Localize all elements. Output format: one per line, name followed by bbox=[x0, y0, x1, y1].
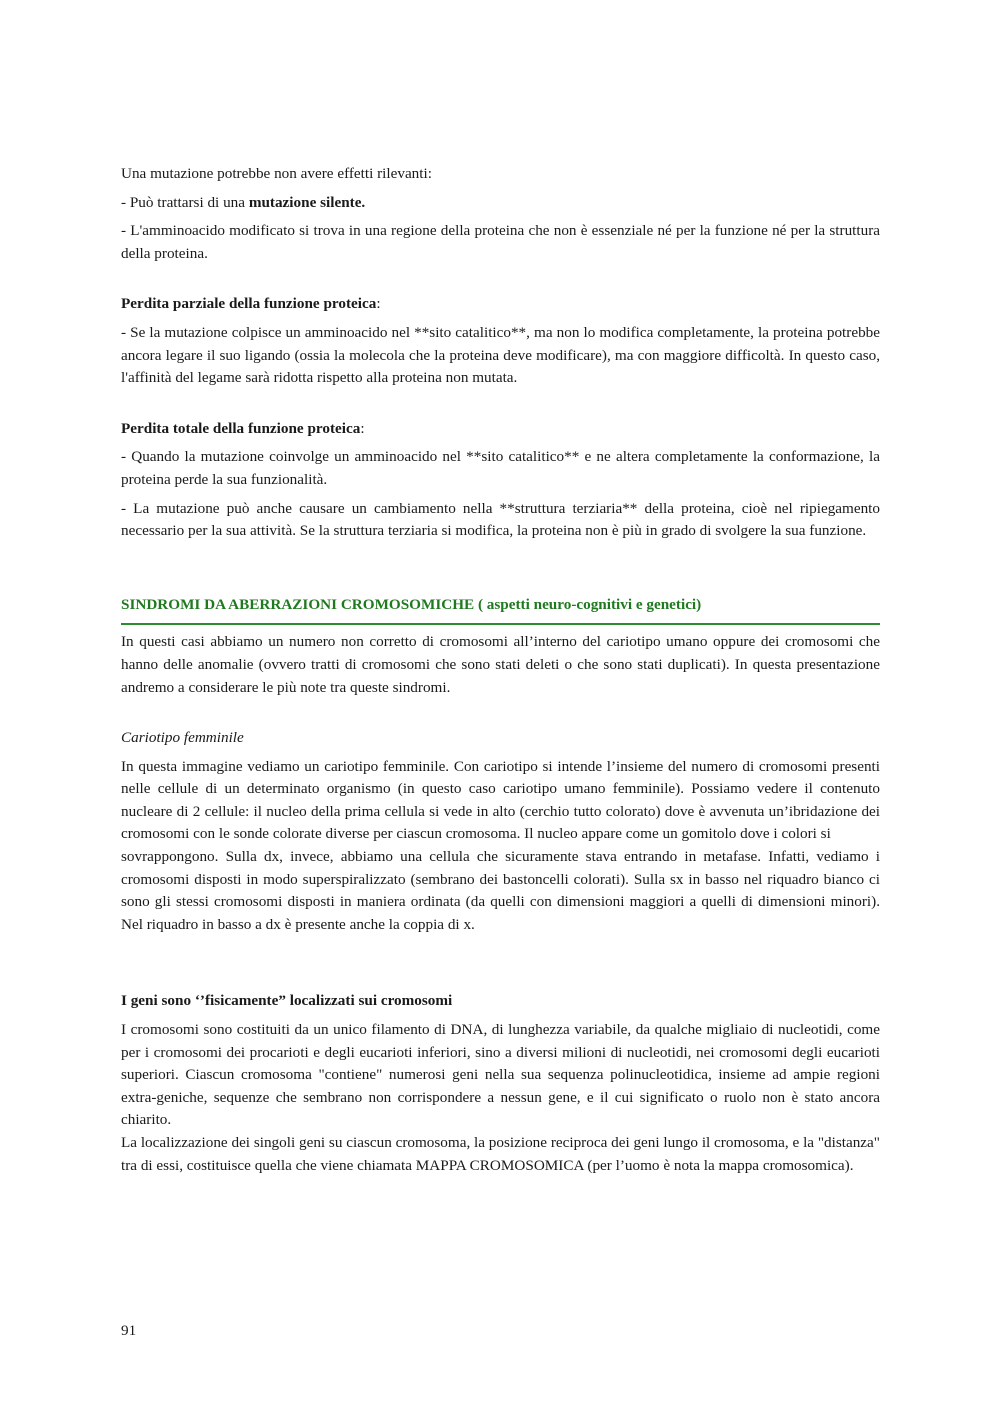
sindromi-text: In questi casi abbiamo un numero non corretto di cromosomi all’interno del cariotipo umano oppure dei cromosomi che hanno delle anomalie (ovvero tratti di cromosomi che sono stati deleti o che sono stati duplicati). In questa presentazione andremo a considerare le più note tra queste sindromi. bbox=[121, 633, 880, 696]
perdita-totale-heading-text: Perdita totale della funzione proteica bbox=[121, 419, 361, 437]
mutazione-item-silente-text: - Può trattarsi di una bbox=[121, 193, 249, 211]
perdita-parziale-heading-text: Perdita parziale della funzione proteica bbox=[121, 295, 377, 313]
geni-text-2: La localizzazione dei singoli geni su ciascun cromosoma, la posizione reciproca dei geni lungo il cromosoma, e la "distanza" tra di essi, costituisce quella che viene chiamata MAPPA CROMOSOMICA (per l’uomo è nota la mappa cromosomica). bbox=[121, 1134, 880, 1174]
mutazione-item-silente bbox=[121, 192, 880, 215]
perdita-parziale-text: - Se la mutazione colpisce un amminoacido nel **sito catalitico**, ma non lo modifica completamente, la proteina potrebbe ancora legare il suo ligando (ossia la molecola che la proteina deve modificare), ma con maggiore difficoltà. In questo caso, l'affinità del legame sarà ridotta rispetto alla proteina non mutata. bbox=[121, 323, 880, 387]
mutazione-intro: Una mutazione potrebbe non avere effetti rilevanti: bbox=[121, 165, 432, 182]
sindromi-title-text: SINDROMI DA ABERRAZIONI CROMOSOMICHE ( aspetti neuro-cognitivi e genetici) bbox=[121, 595, 702, 613]
perdita-parziale-heading bbox=[121, 293, 880, 316]
page-number: 91 bbox=[121, 1322, 137, 1339]
mutazione-item-regione: - L'amminoacido modificato si trova in una regione della proteina che non è essenziale né per la funzione né per la struttura della proteina. bbox=[121, 222, 880, 262]
cariotipo-text-1: In questa immagine vediamo un cariotipo femminile. Con cariotipo si intende l’insieme del numero di cromosomi presenti nelle cellule di un determinato organismo (in questo caso cariotipo umano femminile). Possiamo vedere il contenuto nucleare di 2 cellule: il nucleo della prima cellula si vede in alto (cerchio tutto colorato) dove è avvenuta un’ibridazione dei cromosomi con le sonde colorate diverse per ciascun cromosoma. Il nucleo appare come un gomitolo dove i colori si bbox=[121, 757, 880, 843]
mutazione-silente-bold: mutazione silente. bbox=[248, 193, 366, 211]
perdita-totale-heading bbox=[121, 418, 880, 441]
perdita-totale-text-1: - Quando la mutazione coinvolge un amminoacido nel **sito catalitico** e ne altera completamente la conformazione, la proteina perde la sua funzionalità. bbox=[121, 448, 880, 488]
sindromi-section-title bbox=[121, 594, 880, 626]
document-body bbox=[121, 163, 880, 1177]
perdita-totale-text-2: - La mutazione può anche causare un cambiamento nella **struttura terziaria** della proteina, cioè nel ripiegamento necessario per la sua attività. Se la struttura terziaria si modifica, la proteina non è più in grado di svolgere la sua funzione. bbox=[121, 499, 880, 540]
cariotipo-subtitle: Cariotipo femminile bbox=[121, 729, 244, 747]
perdita-totale-colon: : bbox=[360, 419, 365, 437]
geni-text-1: I cromosomi sono costituiti da un unico filamento di DNA, di lunghezza variabile, da qualche migliaio di nucleotidi, come per i cromosomi dei procarioti e degli eucarioti inferiori, sino a diversi milioni di nucleotidi, nei cromosomi degli eucarioti superiori. Ciascun cromosoma "contiene" numerosi geni nella sua sequenza polinucleotidica, insieme ad ampie regioni extra-geniche, sequenze che sembrano non corrispondere a nessun gene, e il cui significato o ruolo non è stato ancora chiarito. bbox=[121, 1021, 880, 1129]
geni-heading bbox=[121, 990, 880, 1013]
cariotipo-text-2: sovrappongono. Sulla dx, invece, abbiamo una cellula che sicuramente stava entrando in metafase. Infatti, vediamo i cromosomi disposti in modo superspiralizzato (sembrano dei bastoncelli colorati). Sulla sx in basso nel riquadro bianco ci sono gli stessi cromosomi disposti in maniera ordinata (da quelli con dimensioni maggiori a quelli di dimensioni minori). Nel riquadro in basso a dx è presente anche la coppia di x. bbox=[121, 848, 880, 933]
geni-heading-text: I geni sono ‘’fisicamente” localizzati sui cromosomi bbox=[121, 992, 453, 1010]
perdita-parziale-colon: : bbox=[376, 295, 381, 313]
